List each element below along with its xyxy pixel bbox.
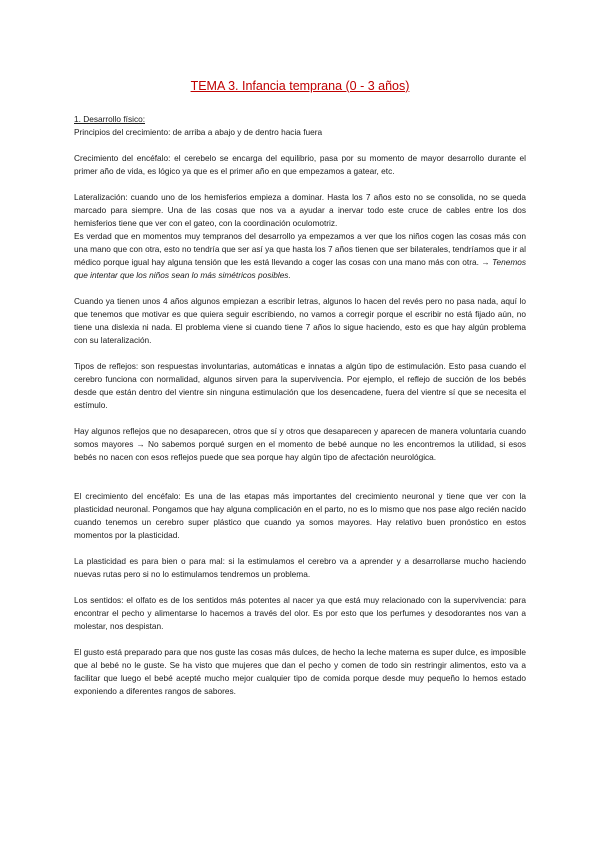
paragraph-lateralization-italic: Tenemos que intentar que los niños sean lo más simétricos posibles. — [74, 257, 526, 280]
paragraph-plasticity: La plasticidad es para bien o para mal: si la estimulamos el cerebro va a aprender y a desarrollarse mucho haciendo nuevas rutas pero si no lo estimulamos tendremos un problema. — [74, 556, 526, 579]
paragraph-writing-letters: Cuando ya tienen unos 4 años algunos empiezan a escribir letras, algunos lo hacen del revés pero no pasa nada, aquí lo que tenemos que motivar es que quiera seguir escribiendo, no vamos a corregir porque el escribir no está fijado aún, no tiene una dislexia ni nada. El problema viene si cuando tiene 7 años lo sigue haciendo, esto es que hay algún problema con su lateralización. — [74, 296, 526, 345]
paragraph-principles: Principios del crecimiento: de arriba a abajo y de dentro hacia fuera — [74, 127, 323, 137]
paragraph-senses: Los sentidos: el olfato es de los sentidos más potentes al nacer ya que está muy relacionado con la supervivencia: para encontrar el pecho y alimentarse lo hacemos a través del olor. Es por esto que los perfumes y desodorantes nos van a molestar, nos despistan. — [74, 595, 526, 631]
paragraph-lateralization-text: Es verdad que en momentos muy tempranos del desarrollo ya empezamos a ver que los niños cogen las cosas más con una mano que con otra, esto no tendría que ser así ya que hasta los 7 años tienen que ser bilaterales, tendríamos que ir al médico porque igual hay alguna tensión que les está llevando a coger las cosas con una mano más con otra. → — [74, 231, 526, 267]
paragraph-lateralization: Lateralización: cuando uno de los hemisferios empieza a dominar. Hasta los 7 años esto no se consolida, no se queda marcado para siempre. Una de las cosas que nos va a ayudar a inervar todo este cruce de cables entre los dos hemisferios tiene que ver con el gateo, con la coordinación oculomotriz. — [74, 192, 526, 228]
document-title: TEMA 3. Infancia temprana (0 - 3 años) — [190, 79, 410, 93]
paragraph-reflexes-persist: Hay algunos reflejos que no desaparecen, otros que sí y otros que desaparecen y aparecen de manera voluntaria cuando somos mayores → No sabemos porqué surgen en el momento de bebé aunque no les encontremos la utilidad, si esos bebés no nacen con esos reflejos puede que sea porque hay algún tipo de afectación neurológica. — [74, 426, 526, 462]
paragraph-reflex-types: Tipos de reflejos: son respuestas involuntarias, automáticas e innatas a algún tipo de estimulación. Esto pasa cuando el cerebro funciona con normalidad, algunos sirven para la supervivencia. Por ejemplo, el reflejo de succión de los bebés desde que están dentro del vientre sin ninguna estimulación que los desencadene, fuera del vientre sí que se necesita el estímulo. — [74, 361, 526, 410]
paragraph-encephalon-growth: El crecimiento del encéfalo: Es una de las etapas más importantes del crecimiento neuronal y tiene que ver con la plasticidad neuronal. Pongamos que hay alguna complicación en el parto, no es lo mismo que nos pase algo recién nacido cuando tenemos un cerebro super plástico que cuando ya somos mayores. Hay relativo buen pronóstico en estos momentos por la plasticidad. — [74, 491, 526, 540]
section-heading: 1. Desarrollo físico: — [74, 114, 146, 124]
paragraph-brain-growth: Crecimiento del encéfalo: el cerebelo se encarga del equilibrio, pasa por su momento de mayor desarrollo durante el primer año de vida, es lógico ya que es el primer año en que empezamos a gatear, etc. — [74, 153, 526, 176]
paragraph-lateralization-continued — [74, 230, 526, 282]
paragraph-taste: El gusto está preparado para que nos guste las cosas más dulces, de hecho la leche materna es super dulce, es imposible que al bebé no le guste. Se ha visto que mujeres que dan el pecho y comen de todo sin restringir alimentos, esto va a facilitar que luego el bebé acepté mucho mejor cualquier tipo de comida porque desde muy pequeño lo hemos estado exponiendo a diferentes rangos de sabores. — [74, 647, 526, 696]
